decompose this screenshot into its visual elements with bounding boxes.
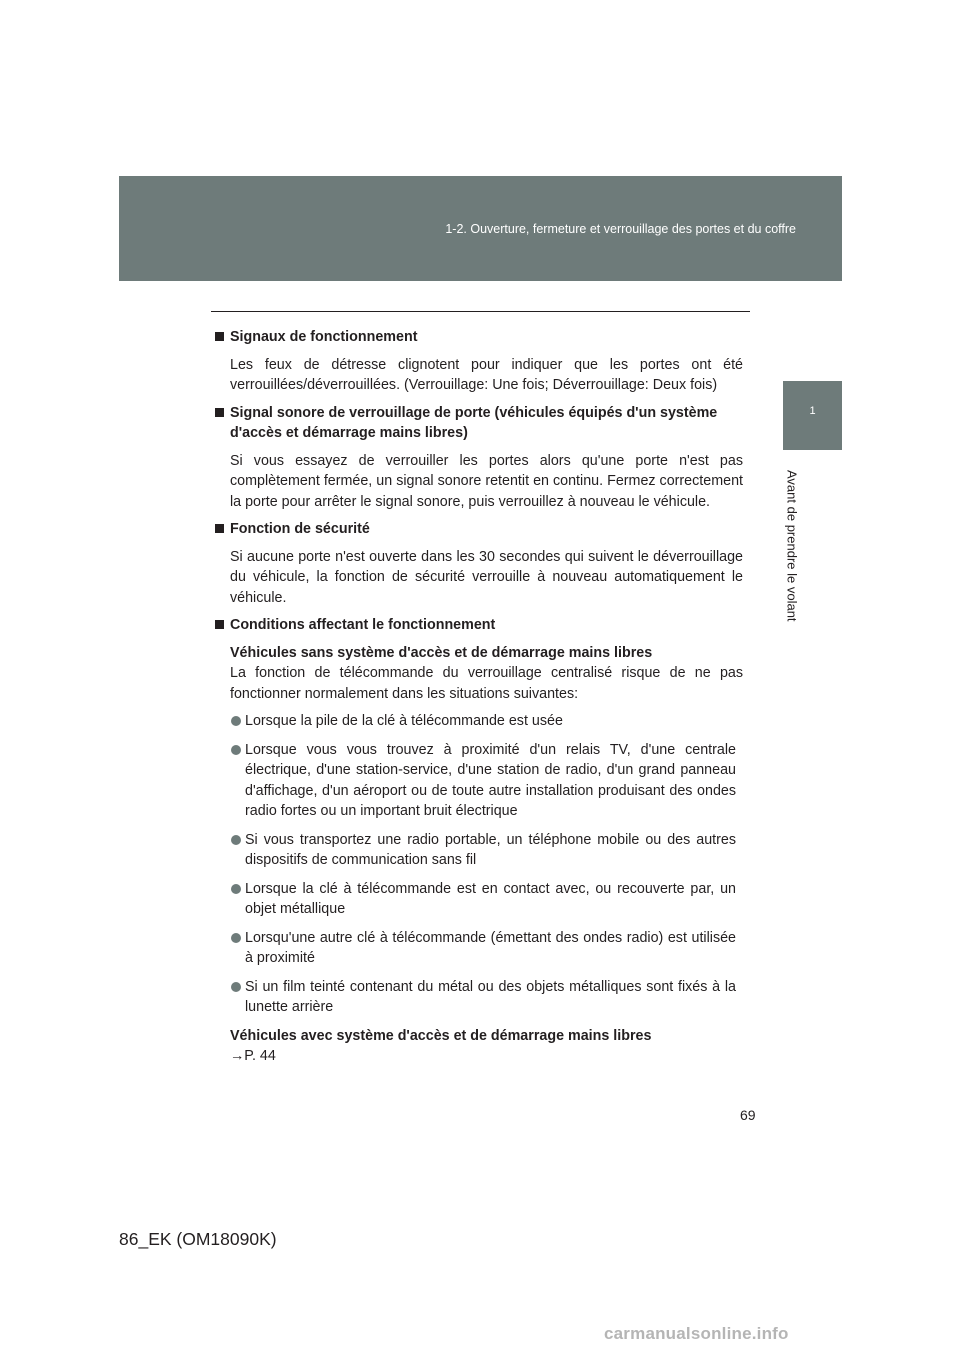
list-item: Lorsqu'une autre clé à télécommande (émettant des ondes radio) est utilisée à proximité <box>230 928 743 969</box>
page-reference-link[interactable]: →P. 44 <box>230 1048 276 1064</box>
square-bullet-icon <box>215 408 224 417</box>
section-paragraph: Les feux de détresse clignotent pour indiquer que les portes ont été verrouillées/déverrouillées. (Verrouillage: Une fois; Déverrouillage: Deux fois) <box>230 356 743 393</box>
circle-bullet-icon <box>231 835 241 845</box>
circle-bullet-icon <box>231 745 241 755</box>
section-heading: Fonction de sécurité <box>213 519 743 540</box>
conditions-list <box>213 711 743 1018</box>
list-item: Lorsque vous vous trouvez à proximité d'un relais TV, d'une centrale électrique, d'une station-service, d'une station de radio, d'un grand panneau d'affichage, d'un aéroport ou de toute autre installation produisant des ondes radio fortes ou un important bruit électrique <box>230 740 743 822</box>
section-heading: Signaux de fonctionnement <box>213 327 743 348</box>
circle-bullet-icon <box>231 716 241 726</box>
page-content <box>213 327 743 1067</box>
circle-bullet-icon <box>231 982 241 992</box>
list-item: Lorsque la clé à télécommande est en contact avec, ou recouverte par, un objet métallique <box>230 879 743 920</box>
header-band <box>119 176 842 281</box>
top-divider <box>211 311 750 312</box>
sub-heading: Véhicules sans système d'accès et de démarrage mains libres <box>230 644 653 661</box>
section-paragraph: Si vous essayez de verrouiller les portes alors qu'une porte n'est pas complètement fermée, un signal sonore retentit en continu. Fermez correctement la porte pour arrêter le signal sonore, puis verrouillez à nouveau le véhicule. <box>230 452 743 510</box>
watermark: carmanualsonline.info <box>604 1324 789 1343</box>
list-item: Si un film teinté contenant du métal ou des objets métalliques sont fixés à la lunette arrière <box>230 977 743 1018</box>
circle-bullet-icon <box>231 933 241 943</box>
square-bullet-icon <box>215 332 224 341</box>
square-bullet-icon <box>215 524 224 533</box>
section-paragraph: Si aucune porte n'est ouverte dans les 30 secondes qui suivent le déverrouillage du véhicule, la fonction de sécurité verrouille à nouveau automatiquement le véhicule. <box>230 548 743 606</box>
chapter-label-text: Avant de prendre le volant <box>784 469 800 622</box>
footer-code: 86_EK (OM18090K) <box>119 1229 277 1249</box>
page-number: 69 <box>740 1107 756 1123</box>
conditions-intro: La fonction de télécommande du verrouillage centralisé risque de ne pas fonctionner normalement dans les situations suivantes: <box>230 665 743 702</box>
sub-heading: Véhicules avec système d'accès et de démarrage mains libres <box>230 1027 652 1044</box>
list-item: Lorsque la pile de la clé à télécommande est usée <box>230 711 743 732</box>
chapter-number: 1 <box>809 405 816 417</box>
section-title: 1-2. Ouverture, fermeture et verrouillage des portes et du coffre <box>445 222 796 236</box>
circle-bullet-icon <box>231 884 241 894</box>
section-heading: Conditions affectant le fonctionnement <box>213 615 743 636</box>
list-item: Si vous transportez une radio portable, un téléphone mobile ou des autres dispositifs de communication sans fil <box>230 830 743 871</box>
section-heading: Signal sonore de verrouillage de porte (véhicules équipés d'un système d'accès et démarrage mains libres) <box>213 403 743 444</box>
chapter-tab <box>783 381 842 450</box>
square-bullet-icon <box>215 620 224 629</box>
chapter-label <box>782 458 802 633</box>
